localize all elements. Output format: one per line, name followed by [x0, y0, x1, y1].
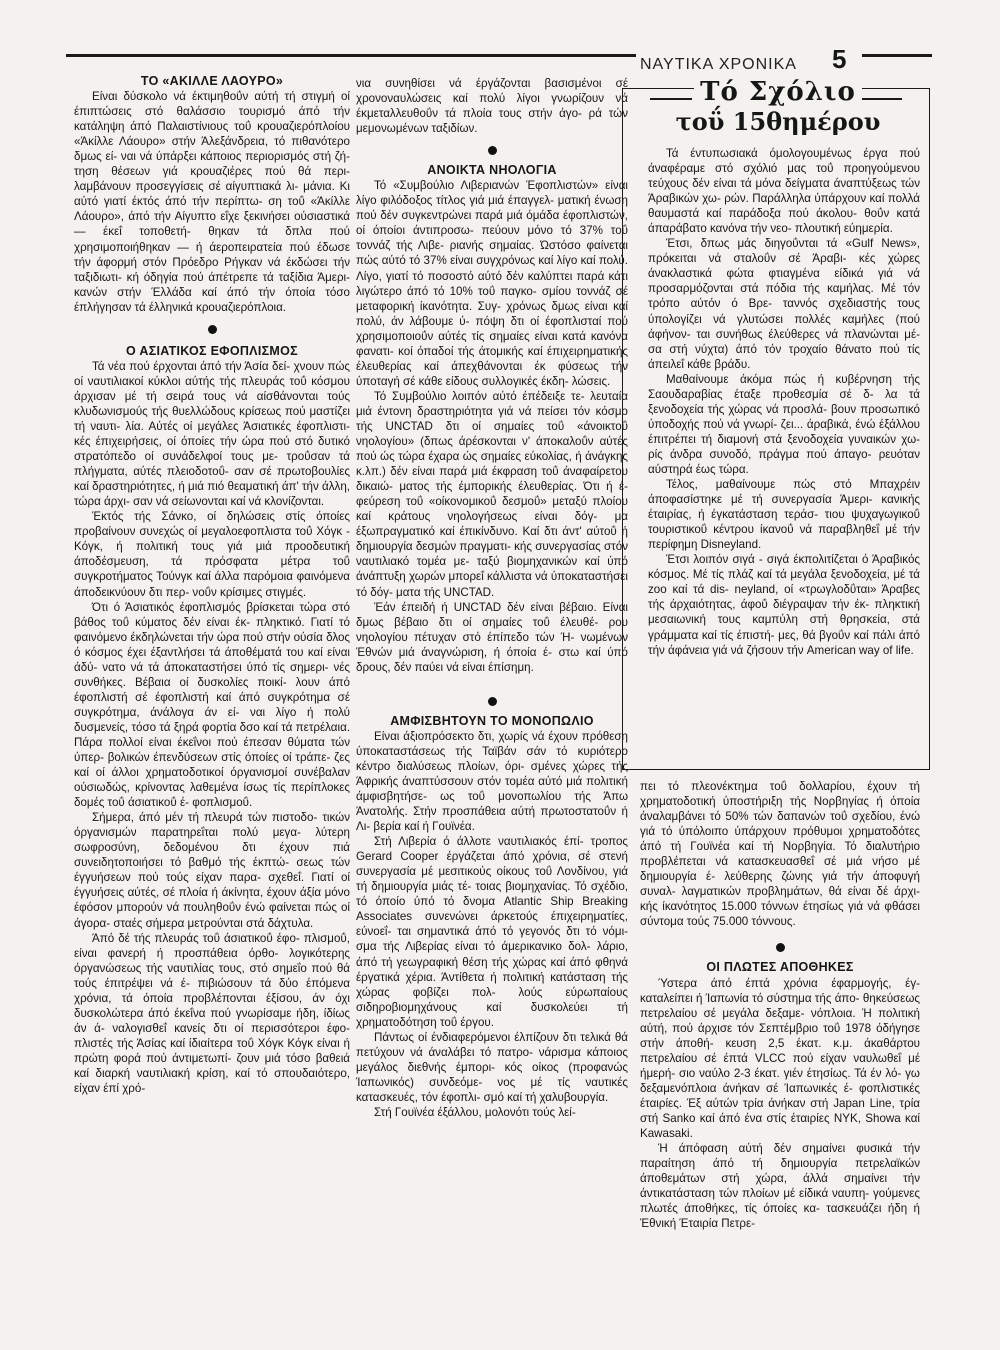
editorial-title — [628, 77, 928, 137]
paragraph: Τά νέα πού έρχονται άπό τήν Άσία δεί- χνουν πώς οί ναυτιλιακοί κύκλοι αύτής τής πλευράς τοΰ κόσμου άρχισαν μέ τή σειρά τους νά αίσθάνονται τούς κλυδωνισμούς τής θυελλώδους κρίσεως πού μαστίζει τή ναυτι- λία. Αύτές οί μεγάλες Άσιατικές έφοπλιστι- κές έπιχειρήσεις, οί όποίες τήν ώρα πού στό δυτικό στρατόπεδο οί συνάδελφοί τους με- τροΰσαν τά πλήγματα, αύτές πλειοδοτοΰ- σαν σέ πρωτοβουλίες καί δραστηριότητες, ή μιά πιό θεαματική άπ' τήν άλλη, τώρα άρχι- σαν νά σείωνονται καί νά κλονίζονται. — [74, 359, 350, 509]
paragraph: Τά έντυπωσιακά όμολογουμένως έργα πού άναφέραμε στό σχόλιό μας τοΰ προηγούμενου τεύχους δέν είναι τά μόνα δείγματα άναπτύξεως τών Άραβικών χω- ρών. Παράλληλα ύπάρχουν καί πολλά θαυμαστά καί παράδοξα πού άκολου- θοΰν κατά άπαράβατο κανόνα τήν νεο- πλουτική εύημερία. — [648, 147, 920, 236]
paragraph: νια συνηθίσει νά έργάζονται βασισμένοι σέ χρονοναυλώσεις καί πολύ λίγοι γνωρίζουν νά έκμεταλλευθοΰν τά πλοία τους στήν άγο- ρά τών μεμονωμένων ταξιδίων. — [356, 77, 628, 136]
paragraph: Έάν έπειδή ή UNCTAD δέν είναι βέβαιο. Είναι δμως βέβαιο δτι οί σημαίες τοΰ έλευθέ- ρου νηολογίου πέτυχαν στό έπίπεδο τών Ή- νωμένων Έθνών μιά άναγνώριση, ή όποία έ- στω καί ύπό δρους, δέν παύει νά είναι έπίσημη. — [356, 600, 628, 674]
headline-open-registries: ΑΝΟΙΚΤΑ ΝΗΟΛΟΓΙΑ — [427, 163, 557, 178]
paragraph: Ή άπόφαση αύτή δέν σημαίνει φυσικά τήν παραίτηση άπό τή δημιουργία πετρελαϊκών άποθεμάτων στή χώρα, άλλά σημαίνει τήν άντικατάσταση τών πλοίων μέ είδικά ναυπη- γούμενες πλωτές άποθήκες, τίς όποίες κα- τασκευάζει ήδη ή Έθνική Έταιρία Πετρε- — [640, 1142, 920, 1231]
paragraph: Έκτός τής Σάνκο, οί δηλώσεις στίς όποίες προβαίνουν συνεχώς οί μεγαλοεφοπλιστα τοΰ Χόγκ - Κόγκ, ή πολιτική τους γιά μιά προοδευτική άποδέσμευση, τά πρόσφατα μέτρα τοΰ συγκροτήματος Τούνγκ καί άλλα παρόμοια φαινόμενα άποδεικνύουν δτι περ- νοΰν κρίσιμες στιγμές. — [74, 510, 350, 599]
paragraph: Άπό δέ τής πλευράς τοΰ άσιατικοΰ έφο- πλισμοΰ, είναι φανερή ή προσπάθεια όρθο- λογικότερης όργανώσεως τής ναυτιλίας τους, στό σημεΐο πού θά τούς έπιτρέψει νά έ- πιβιώσουν τά δύο έπόμενα χρόνια, τά όποία προβλέπονται έξίσου, άν όχι δυσκολώτερα άπό έκεΐνα πού γνωρίσαμε ήδη, ίδίως άν ά- ναλογισθεΐ κανείς δτι οί περισσότεροι έφο- πλιστές τής Άσίας καί ίδιαίτερα τοΰ Χόγκ Κόγκ είναι ή πρώτη φορά πού άντιμετωπί- ζουν μιά τόσο βαθειά καί διαρκή ναυτιλιακή κρίση, καί τό σπουδαιότερο, είχαν έπί χρό- — [74, 931, 350, 1096]
column-3 — [640, 779, 920, 1231]
paragraph: Ύστερα άπό έπτά χρόνια έφαρμογής, έγ- καταλείπει ή Ίαπωνία τό σύστημα τής άπο- θηκεύσεως πετρελαίου σέ μεγάλα δεξαμε- νόπλοια. Ή πολιτική αύτή, πού άρχισε τόν Σεπτέμβριο τοΰ 1978 όδήγησε στήν άποθή- κευση 2,5 έκατ. κ.μ. άκαθάρτου πετρελαίου σέ έπτά VLCC πού είχαν ναυλωθεΐ μέ ήμερή- σιο ναύλο 2-3 έκατ. γιέν έτησίως. Τά έν λό- γω δεξαμενόπλοια άνήκαν σέ Ίαπωνικές έ- φοπλιστικές έταιρίες. Έξ αύτών τρία άνήκαν στή Japan Line, τρία στή Sanko καί άπό ένα στίς έταιρίες NYK, Showa καί Kawasaki. — [640, 976, 920, 1140]
paragraph: Είναι άξιοπρόσεκτο δτι, χωρίς νά έχουν πρόθεση ύποκαταστάσεως τής Ταϊβάν σάν τό κυριότερο κέντρο διαλύσεως πλοίων, όρι- σμένες χώρες τής Άφρικής άναπτύσσουν στόν τομέα αύτό μιά πολιτική άμφισβητήσε- ως τοΰ μονοπωλίου τής Άπω Άνατολής. Στήν προσπάθεια αύτή πρωτοστατοΰν ή Λι- βερία καί ή Γουϊνέα. — [356, 729, 628, 834]
editorial-title-sub: τοΰ 15θημέρου — [675, 107, 881, 136]
paragraph: Είναι δύσκολο νά έκτιμηθοΰν αύτή τή στιγμή οί έπιπτώσεις στό θαλάσσιο τουρισμό άπό τήν κατάληψη άπό Παλαιστίνιους τοΰ κρουαζιερόπλοίου «Άκίλλε Λάουρο» στήν Άλεξάνδρεια, τό πιθανότερο δμως εί- ναι νά ύπάρξει κάποιος περιορισμός στή ζή- τηση θέσεων γιά κρουαζιέρες πού θά περι- λαμβάνουν προσεγγίσεις σέ αίγυπτιακά λι- μάνια. Κι αύτό γιατί έκτός άπό τήν περίπτω- ση τοΰ «Άκίλλε Λάουρο», άπό τήν Αίγυπτο εΐχε ξεκινήσει ούσιαστικά — έκεΐ τοποθετή- θηκαν τά δπλα πού χρησιμοποιήθηκαν — ή άεροπειρατεία πού έδωσε τήν άφορμή στόν Πρόεδρο Ρήγκαν νά έκδώσει τήν ταξιδιωτι- κή όδηγία πού άπέτρεπε τά ταξίδια Άμερι- κανών στήν Έλλάδα καί άπό τήν όποία τόσο έπλήγησαν τά έλληνικά κρουαζιερόπλοια. — [74, 90, 350, 314]
header-rule — [66, 54, 636, 57]
section-bullet — [488, 697, 497, 706]
editorial-title-main: Τό Σχόλιο — [694, 77, 862, 107]
masthead: ΝΑΥΤΙΚΑ ΧΡΟΝΙΚΑ — [640, 56, 797, 73]
editorial-body — [648, 146, 920, 658]
column-2 — [356, 76, 628, 1120]
paragraph: Έτσι λοιπόν σιγά - σιγά έκπολιτίζεται ό Άραβικός κόσμος. Μέ τίς πλάζ καί τά μεγάλα ξενοδοχεία, μέ τά zoo καί τά dis- neyland, οί «τρωγλοδΰται» Άραβες τής άρχαιότητας, άφοΰ διέγραψαν τήν έκ- πληκτική μεσαιωνική τους καμπύλη στή θρησκεία, στά γράμματα καί τίς έπιστή- μες, θά βγοΰν καί πάλι άπό τήν άφάνεια γιά νά ζήσουν τήν American way of life. — [648, 553, 920, 657]
headline-akille-lauro: ΤΟ «ΑΚΙΛΛΕ ΛΑΟΥΡΟ» — [140, 74, 284, 88]
section-bullet — [208, 325, 217, 334]
paragraph: Τό «Συμβούλιο Λιβεριανών Έφοπλιστών» είναι λίγο φιλόδοξος τίτλος γιά μιά έπαγγελ- ματική ένωση πού δέν συγκεντρώνει παρά μιά όμάδα έφοπλιστών, οί όποίοι άντιπροσω- πεύουν μόνο τό 37% τοΰ τοννάζ τής Λιβε- ριανής σημαίας. Ώστόσο φαίνεται πώς αύτό τό 37% είναι συγχρόνως καί λίγο καί πολύ. Λίγο, γιατί τό ποσοστό αύτό δέν καλύπτει παρά κάτι λιγώτερο άπό τό 10% τοΰ παγκο- σμίου τοννάζ σέ μεταφορική ίκανότητα. Συγ- χρόνως δμως είναι καί πολύ, άν λάβουμε ύ- πόψη δτι οί έφοπλισταί πού χρησιμοποιοΰν αύτές τίς σημαίες είναι κατά κανόνα φανατι- κοί όπαδοί τής άτομικής καί έπιχειρηματικής έλευθερίας καί άπεχθάνονται έκ φύσεως τήν ύποταγή σέ κάθε είδους συλλογικές έκδη- λώσεις. — [356, 179, 628, 388]
paragraph: Στή Λιβερία ό άλλοτε ναυτιλιακός έπί- τροπος Gerard Cooper έργάζεται άπό χρόνια, σέ στενή συνεργασία μέ μεσιτικούς οίκους τοΰ Λονδίνου, γιά τή δημιουργία μιάς τέ- τοιας βιομηχανίας. Τό σχέδιο, τό όποίο ύπό τό δνομα Atlantic Ship Breaking Associates συνενώνει άρκετούς έπιχειρηματίες, εύνοεΐ- ται σημαντικά άπό τό γεγονός δτι τό νόμι- σμα τής Λιβερίας είναι τό άμερικανικο δολ- λάριο, άπό τή γεωγραφική θέση τής χώρας καί άπό φθηνά έργατικά χέρια. Άντίθετα ή πολιτική κατάσταση τής χώρας φοβίζει πολ- λούς εύρωπαίους σιδηροβιομηχάνους καί δυσκολεύει τή χρηματοδότηση τοΰ έργου. — [356, 835, 628, 1029]
paragraph: Τό Συμβούλιο λοιπόν αύτό έπέδειξε τε- λευταία μιά έντονη δραστηριότητα γιά νά πείσει τόν κόσμο τής UNCTAD δτι οί σημαίες τοΰ «άνοικτοΰ νηολογίου» (δπως άρέσκονται ν' άποκαλοΰν αύτές πού ώς τώρα έχαρα ώς σημαίες εύκολίας, ή άνάγκης κ.λπ.) δέν είναι παρά μιά έκφραση τοΰ άναφαίρετου δικαιώ- ματος τής έμπορικής έλευθερίας. Ότι ή έ- φεύρεση τοΰ «οίκονομικοΰ δεσμοΰ» μεταξύ πλοίου καί κράτους νηολογήσεως είναι δόγ- μα έξωπραγματικό καί έπικίνδυνο. Καί δτι άντ' αύτοΰ ή δημιουργία δεσμών πραγματι- κής συνεργασίας στόν ναυτιλιακό τομέα με- ταξύ βιομηχανικών καί ύπό άνάπτυξη χωρών μπορεΐ κάλλιστα νά ύποκαταστήσει τό δόγ- ματα τής UNCTAD. — [356, 389, 628, 599]
headline-monopoly: ΑΜΦΙΣΒΗΤΟΥΝ ΤΟ ΜΟΝΟΠΩΛΙΟ — [390, 713, 594, 728]
section-bullet — [776, 943, 785, 952]
section-bullet — [488, 146, 497, 155]
headline-asian-shipping: Ο ΑΣΙΑΤΙΚΟΣ ΕΦΟΠΛΙΣΜΟΣ — [126, 343, 298, 358]
paragraph: Σήμερα, άπό μέν τή πλευρά τών πιστοδο- τικών όργανισμών παρατηρεΐται πολύ μεγα- λύτερη σωφροσύνη, δεδομένου δτι έχουν πιά συνειδητοποιήσει τό βαθμό τής έκπτώ- σεως τών έγγυήσεων πού τούς είχαν παρα- σχεθεΐ. Γιατί οί έγγυήσεις αύτές, σέ πλοία ή άκίνητα, έχουν άξία μόνο έφόσον μπορούν νά πουληθοΰν ένώ φαίνεται πώς οί άγορα- σταές σήμερα μετρούνται στά δάχτυλα. — [74, 811, 350, 930]
paragraph: πει τό πλεονέκτημα τοΰ δολλαρίου, έχουν τή χρηματοδοτική ύποστήριξη τής Νορβηγίας ή όποία άναλαμβάνει τό 50% τών δαπανών τοΰ σχεδίου, ένώ γιά τό ύπόλοιπο ύπάρχουν πρόθυμοι χρηματοδότες άπό τή Γουϊνέα καί τή Νορβηγία. Τό διαλυτήριο προβλέπεται νά κατασκευασθεΐ σέ μιά νήσο μέ δημιουργία έ- λεύθερης ζώνης γιά τήν άποφυγή συναλ- λαγματικών προβλημάτων, θά είναι δέ άρχι- κής ίκανότητος 15.000 τόννων έτησίως γιά νά φθάσει σύντομα τούς 75.000 τόννους. — [640, 780, 920, 929]
header-rule-right — [862, 54, 932, 57]
paragraph: Πάντως οί ένδιαφερόμενοι έλπίζουν δτι τελικά θά πετύχουν νά άναλάβει τό πατρο- νάρισμα κάποιος μεγάλος διεθνής έμπορι- κός οίκος (προφανώς Ίαπωνικός) συνδεόμε- νος μέ τίς ναυτικές κατασκευές, τόν έφοπλι- σμό καί τή χαλυβουργία. — [356, 1030, 628, 1104]
paragraph: Έτσι, δπως μάς διηγοΰνται τά «Gulf News», πρόκειται νά σταλοΰν σέ Άραβι- κές χώρες άνακλαστικά φώτα φτιαγμένα είδικά γιά νά προσαρμόζονται στά πόδια τής καμήλας. Μέ τόν τρόπο αύτόν ό Βρε- ταννός σχεδιαστής τους ύπολογίζει νά γλυτώσει πολλές καμήλες (πού άφήνον- ται συνήθως έλεύθερες νά πλανώνται μέ- σα στή νύχτα) άπό τόν τροχαίο θάνατο πού τίς άπειλεΐ κάθε βράδυ. — [648, 237, 920, 371]
page-number: 5 — [832, 44, 847, 74]
paragraph: Τέλος, μαθαίνουμε πώς στό Μπαχρέιν άποφασίστηκε μέ τή συνεργασία Άμερι- κανικής έταιρίας, ή έγκατάσταση τεράσ- τιου ψυχαγωγικοΰ τουριστικοΰ κέντρου ίκανοΰ νά παραβληθεΐ μέ τήν περίφημη Disneyland. — [648, 478, 920, 552]
paragraph: Στή Γουϊνέα έξάλλου, μολονότι τούς λεί- — [374, 1106, 576, 1119]
paragraph: Μαθαίνουμε άκόμα πώς ή κυβέρνηση τής Σαουδαραβίας έταξε προθεσμία σέ δ- λα τά ξενοδοχεία τής χώρας νά προσλά- βουν προσωπικό ύποδοχής πού νά γνωρί- ζει... άραβικά, ένώ έξάλλου έπιτρέπει τή διαμονή στά ξενοδοχεία γυναικών χω- ρίς άνδρα συνοδό, πράγμα πού άπαγο- ρευόταν αύστηρά έως τώρα. — [648, 372, 920, 476]
headline-floating-storage: ΟΙ ΠΛΩΤΕΣ ΑΠΟΘΗΚΕΣ — [706, 960, 854, 975]
paragraph: Ότι ό Άσιατικός έφοπλισμός βρίσκεται τώρα στό βάθος τοΰ κύματος δέν είναι έκ- πληκτικό. Γιατί τό φαινόμενο έκδηλώνεται τήν ώρα πού στήν ούσία δλος ό κόσμος έχει έξαντλήσει τά άποθέματά του καί είναι άδύ- νατο νά τά άποκαταστήσει ύπό τίς σημερι- νές συνθήκες. Βέβαια οί δυσκολίες ποικί- λουν άπό έφοπλιστή σέ έφοπλιστή καί άπό συγκρότημα σέ συγκρότημα, άνάλογα άν εί- ναι λίγο ή πολύ δυσμενείς, τόσο τά ξηρά φορτία δσο καί τά πετρέλαια. Πάρα πολλοί είναι έκεΐνοι πού έπεσαν θύματα τών ύπερ- βολικών έπενδύσεων στίς όποίες οί τράπε- ζες καί οί άλλοι χρηματοδοτικοί όργανισμοί συνέβαλαν ούσιωδώς, κρίνοντας λαθεμένα ίσως τίς περίπλοκες δομές τοΰ άσιατικοΰ έ- φοπλισμοΰ. — [74, 600, 350, 810]
column-1 — [74, 74, 350, 1096]
